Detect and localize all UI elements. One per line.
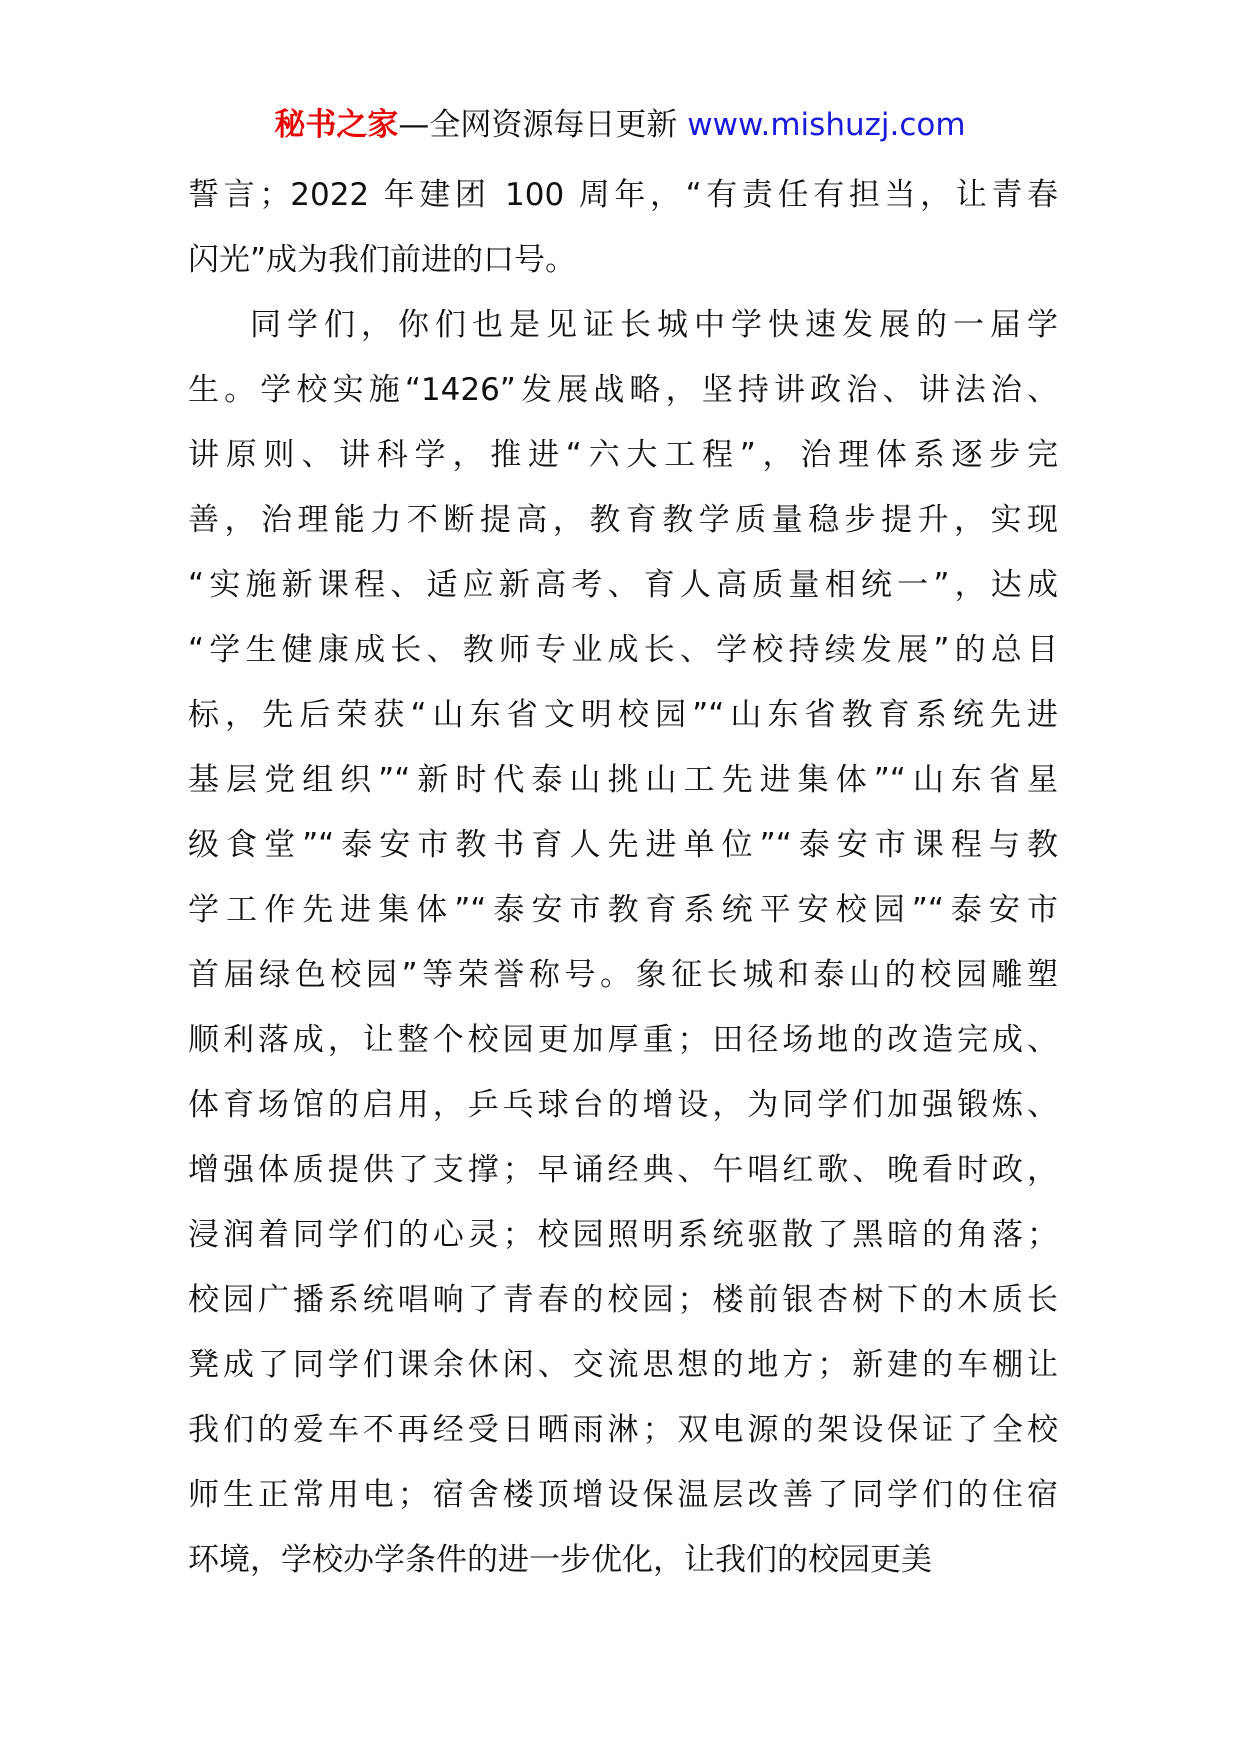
paragraph-1	[188, 163, 1058, 293]
paragraph-2	[188, 293, 1058, 1593]
header-tagline: —全网资源每日更新	[398, 107, 688, 143]
page-header	[0, 100, 1240, 150]
brand-name: 秘书之家	[274, 107, 399, 143]
text-line: 学工作先进集体”“泰安市教育系统平安校园”“泰安市	[188, 892, 1058, 928]
text-line: 讲原则、讲科学，推进“六大工程”，治理体系逐步完	[188, 437, 1058, 473]
text-line: 师生正常用电；宿舍楼顶增设保温层改善了同学们的住宿	[188, 1477, 1058, 1513]
text-line: 生。学校实施“1426”发展战略，坚持讲政治、讲法治、	[188, 372, 1058, 408]
text-line: 浸润着同学们的心灵；校园照明系统驱散了黑暗的角落；	[188, 1217, 1058, 1253]
text-line: “实施新课程、适应新高考、育人高质量相统一”，达成	[188, 567, 1058, 603]
text-line: 增强体质提供了支撑；早诵经典、午唱红歌、晚看时政，	[188, 1152, 1058, 1188]
text-line: 凳成了同学们课余休闲、交流思想的地方；新建的车棚让	[188, 1347, 1058, 1383]
text-line: 基层党组织”“新时代泰山挑山工先进集体”“山东省星	[188, 762, 1058, 798]
text-line: 同学们，你们也是见证长城中学快速发展的一届学	[250, 307, 1058, 343]
text-line: 环境，学校办学条件的进一步优化，让我们的校园更美	[188, 1542, 932, 1578]
header-url[interactable]: www.mishuzj.com	[687, 107, 966, 143]
text-line: 闪光”成为我们前进的口号。	[188, 242, 577, 278]
text-line: 标，先后荣获“山东省文明校园”“山东省教育系统先进	[188, 697, 1058, 733]
text-line: 首届绿色校园”等荣誉称号。象征长城和泰山的校园雕塑	[188, 957, 1058, 993]
text-line: 体育场馆的启用，乒乓球台的增设，为同学们加强锻炼、	[188, 1087, 1058, 1123]
text-line: 誓言；2022 年建团 100 周年，“有责任有担当，让青春	[188, 177, 1058, 213]
text-line: 善，治理能力不断提高，教育教学质量稳步提升，实现	[188, 502, 1058, 538]
text-line: 级食堂”“泰安市教书育人先进单位”“泰安市课程与教	[188, 827, 1058, 863]
text-line: 顺利落成，让整个校园更加厚重；田径场地的改造完成、	[188, 1022, 1058, 1058]
text-line: 我们的爱车不再经受日晒雨淋；双电源的架设保证了全校	[188, 1412, 1058, 1448]
body-text	[188, 163, 1058, 1593]
text-line: 校园广播系统唱响了青春的校园；楼前银杏树下的木质长	[188, 1282, 1058, 1318]
text-line: “学生健康成长、教师专业成长、学校持续发展”的总目	[188, 632, 1058, 668]
